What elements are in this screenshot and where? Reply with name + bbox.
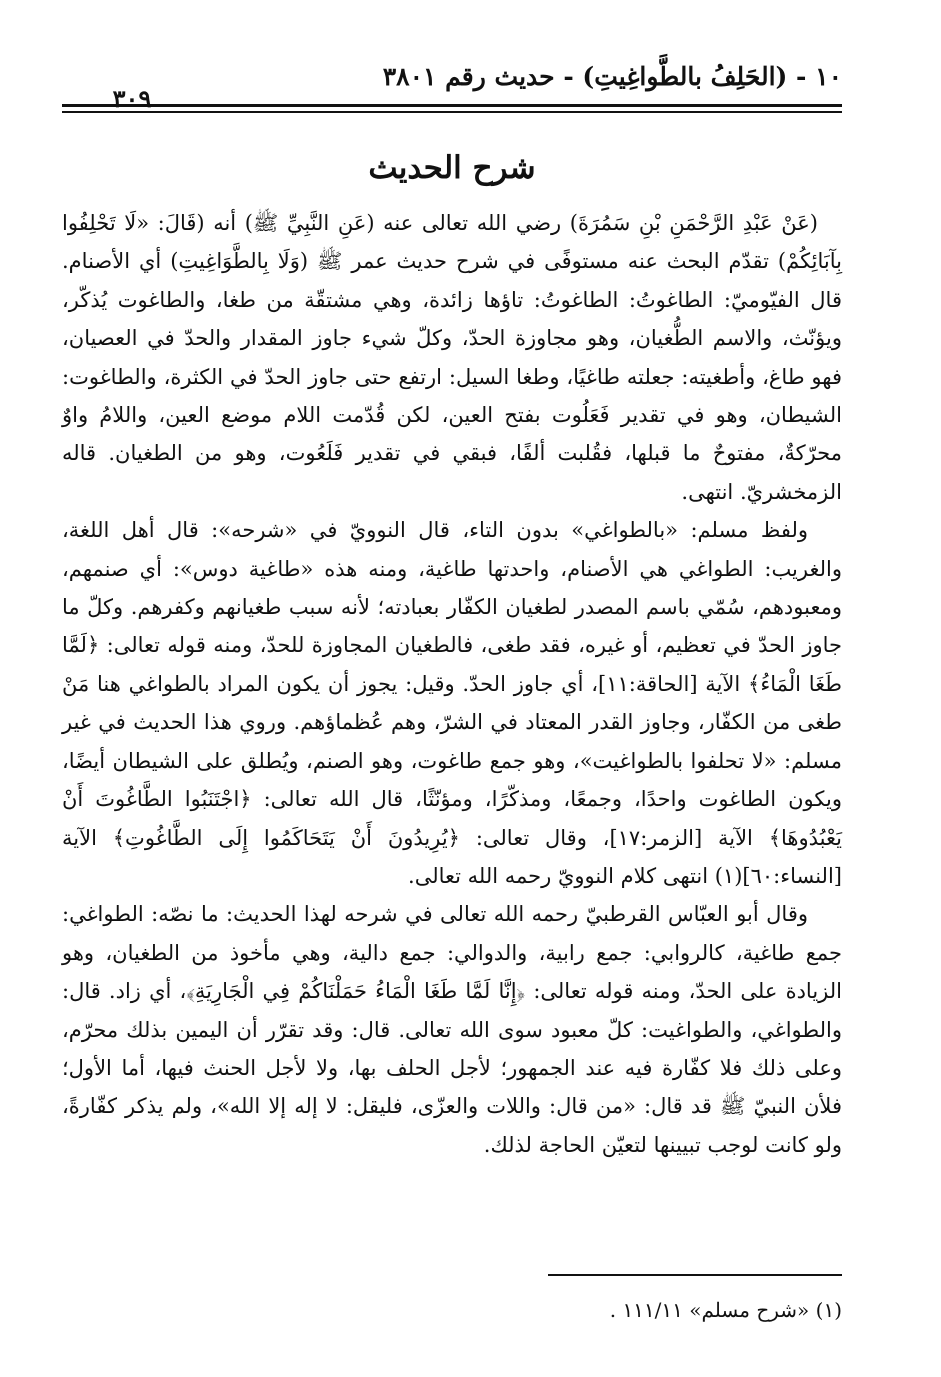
paragraph: ولفظ مسلم: «بالطواغي» بدون التاء، قال النوويّ في «شرحه»: قال أهل اللغة، والغريب: الطواغي هي الأصنام، واحدتها طاغية، ومنه هذه «طاغية دوس»: أي صنمهم، ومعبودهم، سُمّي باسم المصدر لطغيان الكفّار بعبادته؛ لأنه سبب طغيانهم وكفرهم. وكلّ ما جاوز الحدّ في تعظيم، أو غيره، فقد طغى، فالطغيان المجاوزة للحدّ، ومنه قوله تعالى: ﴿لَمَّا طَغَا الْمَاءُ﴾ الآية [الحاقة:١١]، أي جاوز الحدّ. وقيل: يجوز أن يكون المراد بالطواغي هنا مَنْ طغى من الكفّار، وجاوز القدر المعتاد في الشرّ، وهم عُظماؤهم. وروي هذا الحديث في غير مسلم: «لا تحلفوا بالطواغيت»، وهو جمع طاغوت، وهو الصنم، ويُطلق على الشيطان أيضًا، ويكون الطاغوت واحدًا، وجمعًا، ومذكّرًا، ومؤنّثًا، قال الله تعالى: ﴿اجْتَنَبُوا الطَّاغُوتَ أَنْ يَعْبُدُوهَا﴾ الآية [الزمر:١٧]، وقال تعالى: ﴿يُرِيدُونَ أَنْ يَتَحَاكَمُوا إِلَى الطَّاغُوتِ﴾ الآية [النساء:٦٠](١) انتهى كلام النوويّ رحمه الله تعالى. bbox=[62, 518, 843, 888]
body-text bbox=[62, 204, 842, 1164]
paragraph: وقال أبو العبّاس القرطبيّ رحمه الله تعالى في شرحه لهذا الحديث: ما نصّه: الطواغي: جمع طاغية، كالروابي: جمع رابية، والدوالي: جمع دالية، وهي مأخوذ من الطغيان، وهو الزيادة على الحدّ، ومنه قوله تعالى: ﴿إِنَّا لَمَّا طَغَا الْمَاءُ حَمَلْنَاكُمْ فِي الْجَارِيَةِ﴾، أي زاد. قال: والطواغي، والطواغيت: كلّ معبود سوى الله تعالى. قال: وقد تقرّر أن اليمين بذلك محرّم، وعلى ذلك فلا كفّارة فيه عند الجمهور؛ لأجل الحلف بها، ولا لأجل الحنث فيها، أما الأول؛ فلأن النبيّ ﷺ قد قال: «من قال: واللات والعزّى، فليقل: لا إله إلا الله»، ولم يذكر كفّارةً، ولو كانت لوجب تبيينها لتعيّن الحاجة لذلك. bbox=[62, 902, 842, 1157]
page-number: ٣٠٩ bbox=[112, 84, 152, 113]
page-header bbox=[62, 58, 842, 113]
section-heading: شرح الحديث bbox=[368, 150, 536, 186]
footnote: (١) «شرح مسلم» ١١١/١١ . bbox=[609, 1298, 842, 1322]
footnote-separator bbox=[548, 1274, 842, 1276]
header-rule-thick bbox=[62, 104, 842, 107]
running-title: ١٠ - (الحَلِفُ بالطَّواغِيتِ) - حديث رقم ٣٨٠١ bbox=[382, 62, 842, 91]
paragraph: (عَنْ عَبْدِ الرَّحْمَنِ بْنِ سَمُرَةَ) رضي الله تعالى عنه (عَنِ النَّبِيِّ ﷺ) أنه (قَالَ: «لَا تَحْلِفُوا بِآبَائِكُمْ) تقدّم البحث عنه مستوفًى في شرح حديث عمر ﷺ (وَلَا بِالطَّوَاغِيتِ) أي الأصنام. قال الفيّوميّ: الطاغوتُ: الطاغوتُ: تاؤها زائدة، وهي مشتقّة من طغا، والطاغوت يُذكّر، ويؤنّث، والاسم الطُّغيان، وهو مجاوزة الحدّ، وكلّ شيء جاوز المقدار والحدّ في العصيان، فهو طاغ، وأطغيته: جعلته طاغيًا، وطغا السيل: ارتفع حتى جاوز الحدّ في الكثرة، والطاغوت: الشيطان، وهو في تقدير فَعَلُوت بفتح العين، لكن قُدّمت اللام موضع العين، واللامُ واوٌ محرّكةٌ، مفتوحٌ ما قبلها، فقُلبت ألفًا، فبقي في تقدير فَلَعُوت، وهو من الطغيان. قاله الزمخشريّ. انتهى. bbox=[62, 211, 842, 504]
header-rule-thin bbox=[62, 111, 842, 113]
